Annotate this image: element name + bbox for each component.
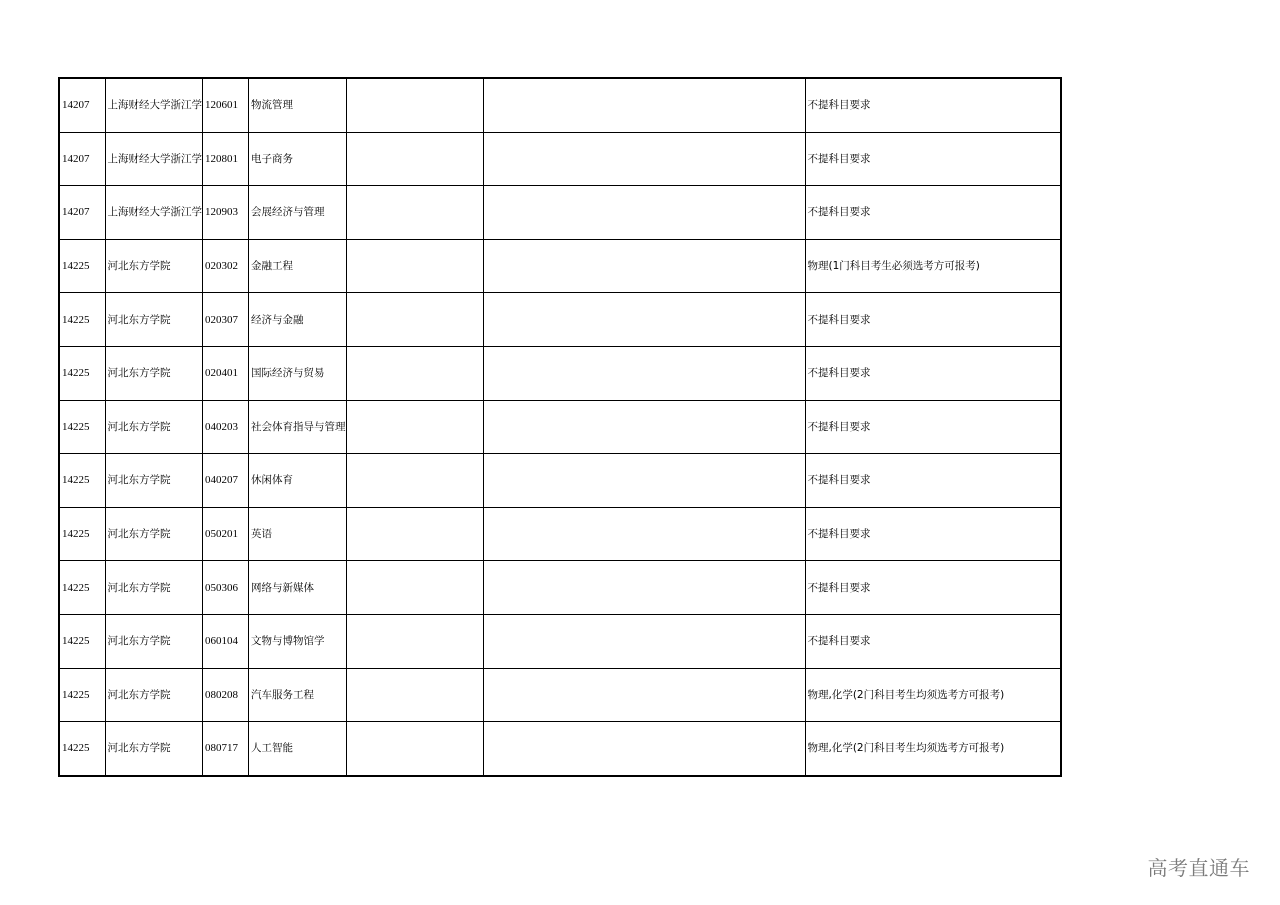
cell-empty-1 <box>346 614 483 668</box>
cell-empty-1 <box>346 454 483 508</box>
cell-empty-1 <box>346 346 483 400</box>
cell-subject-requirement: 物理(1门科目考生必须选考方可报考) <box>805 239 1061 293</box>
table-row <box>59 186 1061 240</box>
cell-school-name: 河北东方学院 <box>105 507 203 561</box>
cell-school-code: 14225 <box>59 239 105 293</box>
cell-school-name: 河北东方学院 <box>105 239 203 293</box>
cell-school-code: 14225 <box>59 400 105 454</box>
cell-school-code: 14225 <box>59 614 105 668</box>
cell-major-code: 080208 <box>203 668 249 722</box>
cell-empty-2 <box>483 400 805 454</box>
cell-subject-requirement: 不提科目要求 <box>805 614 1061 668</box>
cell-empty-2 <box>483 668 805 722</box>
cell-school-name: 上海财经大学浙江学 <box>105 186 203 240</box>
cell-empty-1 <box>346 132 483 186</box>
cell-major-code: 120801 <box>203 132 249 186</box>
cell-school-code: 14225 <box>59 507 105 561</box>
cell-school-name: 上海财经大学浙江学 <box>105 132 203 186</box>
cell-empty-2 <box>483 454 805 508</box>
cell-empty-1 <box>346 186 483 240</box>
cell-empty-1 <box>346 239 483 293</box>
cell-school-code: 14207 <box>59 186 105 240</box>
cell-school-code: 14225 <box>59 293 105 347</box>
cell-major-code: 020401 <box>203 346 249 400</box>
cell-major-code: 020302 <box>203 239 249 293</box>
cell-school-code: 14225 <box>59 454 105 508</box>
table-row <box>59 722 1061 776</box>
cell-empty-1 <box>346 507 483 561</box>
table-row <box>59 293 1061 347</box>
table-row <box>59 132 1061 186</box>
cell-subject-requirement: 不提科目要求 <box>805 507 1061 561</box>
cell-major-code: 020307 <box>203 293 249 347</box>
cell-empty-2 <box>483 561 805 615</box>
table-row <box>59 346 1061 400</box>
cell-major-name: 国际经济与贸易 <box>249 346 347 400</box>
cell-subject-requirement: 不提科目要求 <box>805 78 1061 132</box>
table-row <box>59 239 1061 293</box>
cell-subject-requirement: 不提科目要求 <box>805 346 1061 400</box>
cell-school-code: 14225 <box>59 668 105 722</box>
cell-school-code: 14207 <box>59 132 105 186</box>
cell-major-code: 050201 <box>203 507 249 561</box>
cell-school-code: 14225 <box>59 561 105 615</box>
cell-major-code: 040207 <box>203 454 249 508</box>
cell-empty-2 <box>483 614 805 668</box>
cell-major-code: 120903 <box>203 186 249 240</box>
cell-empty-1 <box>346 78 483 132</box>
cell-major-name: 物流管理 <box>249 78 347 132</box>
cell-subject-requirement: 物理,化学(2门科目考生均须选考方可报考) <box>805 668 1061 722</box>
cell-empty-1 <box>346 400 483 454</box>
cell-major-code: 040203 <box>203 400 249 454</box>
cell-major-name: 汽车服务工程 <box>249 668 347 722</box>
cell-school-name: 河北东方学院 <box>105 561 203 615</box>
cell-major-name: 社会体育指导与管理 <box>249 400 347 454</box>
cell-school-name: 上海财经大学浙江学 <box>105 78 203 132</box>
cell-subject-requirement: 物理,化学(2门科目考生均须选考方可报考) <box>805 722 1061 776</box>
cell-empty-1 <box>346 561 483 615</box>
cell-school-name: 河北东方学院 <box>105 614 203 668</box>
cell-school-name: 河北东方学院 <box>105 400 203 454</box>
cell-empty-1 <box>346 293 483 347</box>
cell-major-code: 060104 <box>203 614 249 668</box>
cell-subject-requirement: 不提科目要求 <box>805 561 1061 615</box>
table-row <box>59 78 1061 132</box>
admission-requirements-table <box>58 77 1062 777</box>
cell-subject-requirement: 不提科目要求 <box>805 186 1061 240</box>
cell-school-name: 河北东方学院 <box>105 668 203 722</box>
cell-major-name: 网络与新媒体 <box>249 561 347 615</box>
cell-school-name: 河北东方学院 <box>105 722 203 776</box>
table-row <box>59 561 1061 615</box>
cell-empty-2 <box>483 239 805 293</box>
cell-major-name: 人工智能 <box>249 722 347 776</box>
cell-school-code: 14225 <box>59 346 105 400</box>
cell-empty-2 <box>483 722 805 776</box>
cell-empty-2 <box>483 78 805 132</box>
cell-subject-requirement: 不提科目要求 <box>805 132 1061 186</box>
cell-major-name: 英语 <box>249 507 347 561</box>
cell-school-name: 河北东方学院 <box>105 293 203 347</box>
cell-major-code: 120601 <box>203 78 249 132</box>
cell-major-name: 会展经济与管理 <box>249 186 347 240</box>
cell-empty-2 <box>483 293 805 347</box>
table-row <box>59 614 1061 668</box>
cell-school-name: 河北东方学院 <box>105 346 203 400</box>
table-row <box>59 668 1061 722</box>
cell-empty-2 <box>483 346 805 400</box>
cell-empty-2 <box>483 507 805 561</box>
cell-subject-requirement: 不提科目要求 <box>805 400 1061 454</box>
cell-subject-requirement: 不提科目要求 <box>805 293 1061 347</box>
cell-major-name: 经济与金融 <box>249 293 347 347</box>
cell-major-name: 文物与博物馆学 <box>249 614 347 668</box>
cell-school-name: 河北东方学院 <box>105 454 203 508</box>
cell-major-code: 080717 <box>203 722 249 776</box>
table-row <box>59 507 1061 561</box>
cell-school-code: 14225 <box>59 722 105 776</box>
cell-empty-2 <box>483 132 805 186</box>
watermark-text: 高考直通车 <box>1147 856 1250 880</box>
cell-subject-requirement: 不提科目要求 <box>805 454 1061 508</box>
cell-empty-1 <box>346 722 483 776</box>
table-body <box>59 78 1061 776</box>
cell-empty-1 <box>346 668 483 722</box>
table-row <box>59 400 1061 454</box>
cell-school-code: 14207 <box>59 78 105 132</box>
cell-major-name: 电子商务 <box>249 132 347 186</box>
cell-major-name: 休闲体育 <box>249 454 347 508</box>
cell-empty-2 <box>483 186 805 240</box>
table-row <box>59 454 1061 508</box>
cell-major-name: 金融工程 <box>249 239 347 293</box>
cell-major-code: 050306 <box>203 561 249 615</box>
